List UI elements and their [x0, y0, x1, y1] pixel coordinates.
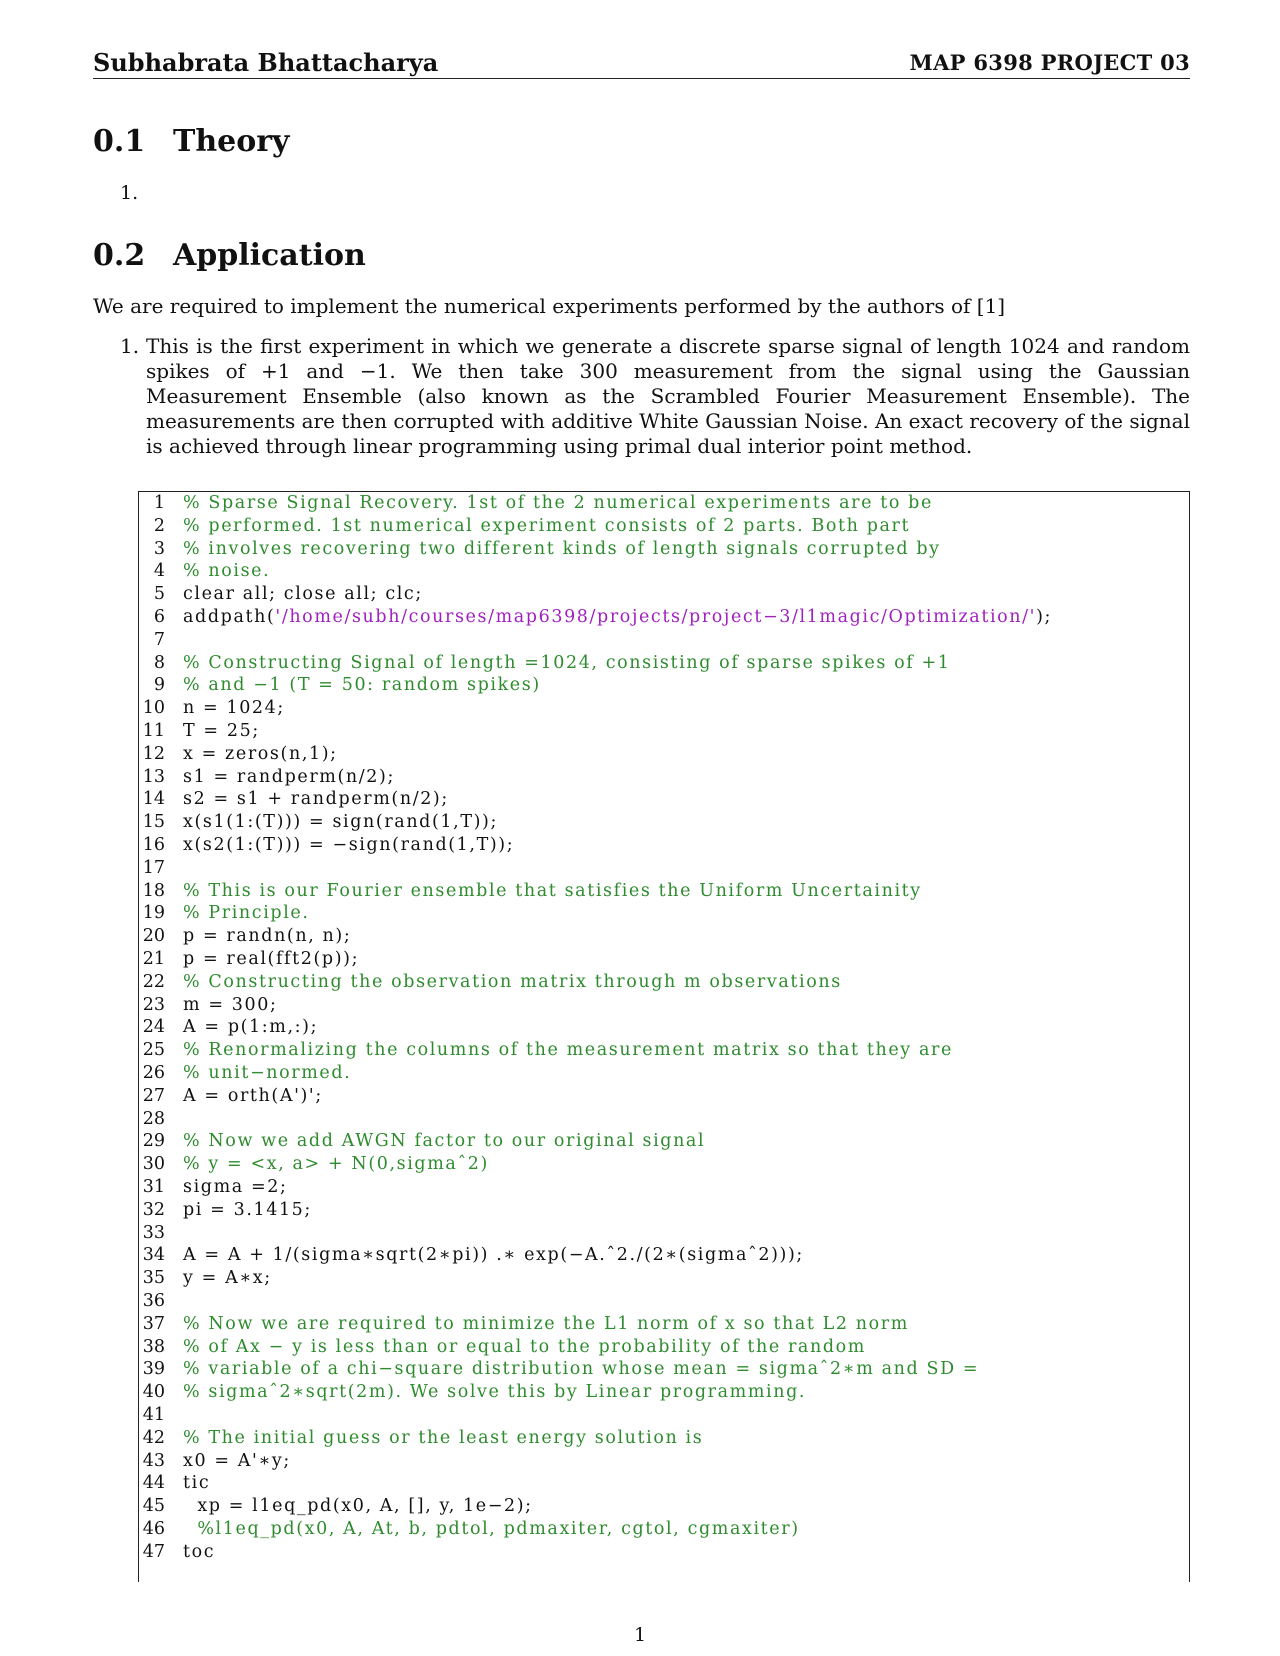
code-text — [183, 789, 449, 809]
code-text — [183, 1451, 291, 1471]
code-comment: % This is our Fourier ensemble that satisfies the Uniform Uncertainity — [183, 880, 922, 901]
code-comment: % variable of a chi−square distribution whose mean = sigmaˆ2∗m and SD = — [183, 1359, 980, 1380]
code-text — [183, 493, 933, 513]
line-number: 47 — [142, 1541, 165, 1562]
line-number: 39 — [142, 1359, 165, 1380]
code-token: pi = 3.1415; — [183, 1199, 312, 1220]
code-token: ); — [1036, 607, 1053, 627]
line-number: 11 — [142, 721, 165, 741]
code-text — [183, 1496, 533, 1516]
code-text — [183, 584, 423, 604]
code-token: sigma =2; — [183, 1177, 288, 1197]
code-text — [183, 721, 260, 741]
code-text — [183, 903, 310, 923]
line-number: 24 — [142, 1017, 165, 1038]
code-token: A = p(1:m,:); — [183, 1017, 319, 1038]
code-comment: % Constructing Signal of length =1024, consisting of sparse spikes of +1 — [183, 652, 951, 673]
code-text — [183, 698, 285, 718]
code-comment: % Principle. — [183, 903, 310, 924]
code-comment: %l1eq_pd(x0, A, At, b, pdtol, pdmaxiter, cgtol, cgmaxiter) — [197, 1519, 800, 1539]
line-number: 29 — [142, 1131, 165, 1152]
code-comment: % Sparse Signal Recovery. 1st of the 2 numerical experiments are to be — [183, 493, 933, 513]
line-number: 21 — [142, 949, 165, 969]
line-number: 1 — [153, 493, 165, 513]
line-number: 28 — [142, 1108, 165, 1129]
code-text — [183, 972, 842, 992]
page-number: 1 — [633, 1624, 647, 1646]
line-number: 33 — [142, 1222, 165, 1243]
code-text — [183, 744, 338, 764]
line-number: 2 — [153, 515, 165, 536]
code-text — [183, 607, 1052, 627]
line-number: 34 — [142, 1245, 165, 1266]
application-intro: We are required to implement the numerical experiments performed by the authors of [1] — [93, 294, 1006, 318]
code-text — [183, 1154, 489, 1174]
code-token: p = real(fft2(p)); — [183, 949, 360, 969]
line-number: 18 — [142, 880, 165, 901]
code-text — [183, 1040, 953, 1060]
line-number: 15 — [142, 812, 165, 833]
section-title: Theory — [173, 124, 290, 159]
section-title: Application — [173, 238, 366, 273]
code-token: toc — [183, 1541, 216, 1562]
code-token: A = orth(A')'; — [183, 1085, 323, 1106]
code-comment: % Now we add AWGN factor to our original signal — [183, 1131, 706, 1152]
line-number: 46 — [142, 1519, 165, 1539]
code-text — [183, 1086, 323, 1106]
code-text — [183, 1337, 866, 1357]
line-number: 22 — [142, 971, 165, 992]
code-token: s2 = s1 + randperm(n/2); — [183, 789, 449, 810]
line-number: 31 — [142, 1177, 165, 1197]
line-number: 38 — [142, 1336, 165, 1357]
line-number: 26 — [142, 1063, 165, 1083]
line-number: 20 — [142, 926, 165, 947]
line-number: 36 — [142, 1291, 165, 1311]
code-comment: % y = <x, a> + N(0,sigmaˆ2) — [183, 1154, 489, 1175]
line-number: 23 — [142, 994, 165, 1015]
line-number: 12 — [142, 743, 165, 764]
code-text — [183, 653, 951, 673]
code-text — [183, 1177, 287, 1197]
code-string: '/home/subh/courses/map6398/projects/project−3/l1magic/Optimization/' — [275, 607, 1037, 627]
code-text — [183, 1131, 705, 1151]
line-number: 45 — [142, 1496, 165, 1517]
code-comment: % performed. 1st numerical experiment consists of 2 parts. Both part — [183, 515, 911, 536]
line-number: 43 — [142, 1450, 165, 1471]
code-token: clear all; close all; clc; — [183, 584, 423, 605]
line-number: 32 — [142, 1199, 165, 1220]
application-list-item — [120, 334, 1190, 459]
code-text — [183, 539, 941, 559]
code-text — [183, 516, 910, 536]
code-text — [183, 995, 277, 1015]
code-text — [183, 1268, 272, 1288]
code-token — [183, 1519, 197, 1539]
code-comment: % Renormalizing the columns of the measurement matrix so that they are — [183, 1040, 953, 1061]
line-number: 25 — [142, 1040, 165, 1061]
line-number: 14 — [142, 789, 165, 810]
code-text — [183, 881, 922, 901]
code-text — [183, 1428, 703, 1448]
code-token: p = randn(n, n); — [183, 926, 352, 947]
code-comment: % The initial guess or the least energy solution is — [183, 1427, 704, 1448]
line-number: 40 — [142, 1382, 165, 1403]
line-number: 17 — [142, 857, 165, 878]
line-number: 13 — [142, 766, 165, 787]
code-comment: % noise. — [183, 561, 271, 582]
line-number: 16 — [142, 835, 165, 855]
code-text — [183, 926, 351, 946]
code-comment: % involves recovering two different kinds of length signals corrupted by — [183, 538, 941, 559]
line-number: 27 — [142, 1085, 165, 1106]
code-comment: % sigmaˆ2∗sqrt(2m). We solve this by Linear programming. — [183, 1382, 807, 1403]
section-number: 0.1 — [93, 124, 146, 159]
code-comment: % and −1 (T = 50: random spikes) — [183, 675, 541, 696]
theory-enum-item: 1. — [120, 182, 139, 204]
line-number: 37 — [142, 1313, 165, 1334]
code-text — [183, 1519, 800, 1539]
code-comment: % Constructing the observation matrix through m observations — [183, 971, 842, 992]
line-number: 4 — [153, 561, 165, 582]
code-listing — [138, 491, 1190, 1582]
line-number: 9 — [153, 675, 165, 696]
line-number: 35 — [142, 1268, 165, 1289]
code-comment: % of Ax − y is less than or equal to the probability of the random — [183, 1336, 866, 1357]
line-number: 5 — [153, 584, 165, 605]
list-item-text: This is the first experiment in which we generate a discrete sparse signal of length 1024 and random spikes of +1 and −1. We then take 300 measurement from the signal using the Gaussian Measurement Ensemble (also known as the Scrambled Fourier Measurement Ensemble). The measurements are then corrupted with additive White Gaussian Noise. An exact recovery of the signal is achieved through linear programming using primal dual interior point method. — [146, 334, 1190, 458]
code-text — [183, 767, 395, 787]
line-number: 10 — [142, 698, 165, 719]
line-number: 7 — [153, 629, 165, 650]
code-text — [183, 1473, 210, 1493]
section-number: 0.2 — [93, 238, 146, 273]
code-text — [183, 812, 498, 832]
code-token: x(s2(1:(T))) = −sign(rand(1,T)); — [183, 835, 515, 855]
code-comment: % Now we are required to minimize the L1 norm of x so that L2 norm — [183, 1313, 909, 1334]
code-token: x(s1(1:(T))) = sign(rand(1,T)); — [183, 812, 498, 833]
code-text — [183, 1542, 215, 1562]
author-name: Subhabrata Bhattacharya — [93, 48, 439, 77]
code-comment: % unit−normed. — [183, 1063, 352, 1083]
line-number: 30 — [142, 1154, 165, 1175]
section-heading-theory — [93, 124, 289, 159]
code-text — [183, 835, 514, 855]
code-token: A = A + 1/(sigma∗sqrt(2∗pi)) .∗ exp(−A.ˆ2./(2∗(sigmaˆ2))); — [183, 1245, 804, 1266]
code-token: y = A∗x; — [183, 1268, 272, 1289]
code-text — [183, 1382, 806, 1402]
course-title: MAP 6398 PROJECT 03 — [909, 50, 1190, 75]
code-text — [183, 1063, 351, 1083]
code-token: tic — [183, 1473, 211, 1494]
code-token: n = 1024; — [183, 698, 285, 719]
line-number: 3 — [153, 538, 165, 559]
code-token: addpath( — [183, 607, 276, 627]
page-header — [93, 48, 1190, 79]
list-item-number: 1. — [120, 334, 140, 358]
line-number: 42 — [142, 1427, 165, 1448]
code-token: T = 25; — [183, 721, 260, 741]
section-heading-application — [93, 238, 366, 273]
line-number: 8 — [153, 652, 165, 673]
code-text — [183, 675, 541, 695]
line-number: 41 — [142, 1405, 165, 1425]
code-text — [183, 1245, 804, 1265]
code-text — [183, 1314, 909, 1334]
code-text — [183, 1017, 318, 1037]
code-token: x = zeros(n,1); — [183, 743, 338, 764]
code-text — [183, 949, 359, 969]
code-text — [183, 1200, 312, 1220]
line-number: 6 — [153, 607, 165, 627]
line-number: 19 — [142, 903, 165, 924]
code-token: m = 300; — [183, 994, 278, 1015]
code-token: s1 = randperm(n/2); — [183, 766, 395, 787]
code-text — [183, 1359, 979, 1379]
code-text — [183, 561, 270, 581]
code-token: x0 = A'∗y; — [183, 1450, 291, 1471]
line-number: 44 — [142, 1473, 165, 1494]
code-token: xp = l1eq_pd(x0, A, [], y, 1e−2); — [183, 1496, 533, 1517]
